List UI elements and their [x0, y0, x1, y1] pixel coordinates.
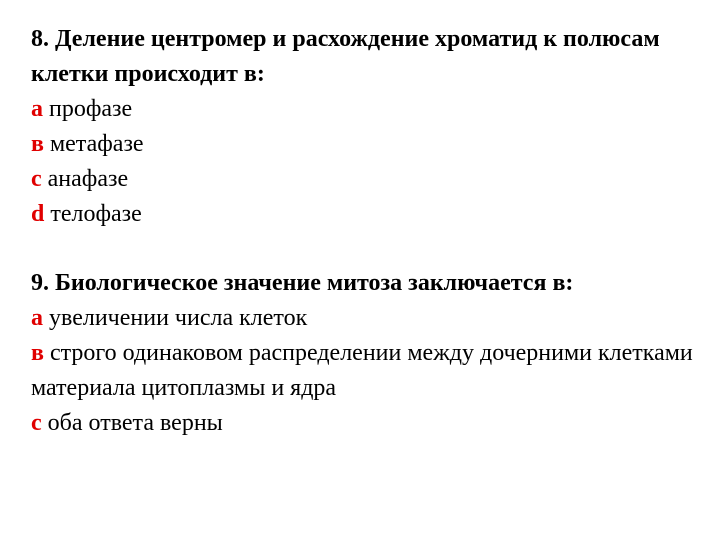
- option-text: строго одинаковом распределении между дочерними клетками материала цитоплазмы и ядра: [31, 340, 693, 401]
- option-text: телофазе: [44, 201, 142, 227]
- option-letter: а: [31, 96, 43, 122]
- question-spacer: [31, 232, 711, 266]
- answer-option-d: [31, 197, 711, 232]
- option-text: анафазе: [41, 166, 129, 192]
- option-letter: с: [31, 166, 42, 192]
- slide-content: [31, 22, 711, 441]
- question-9: [31, 266, 711, 441]
- option-letter: а: [31, 305, 43, 331]
- question-title: 9. Биологическое значение митоза заключается в:: [31, 270, 574, 296]
- option-letter: с: [31, 410, 42, 436]
- answer-option-c: [31, 162, 711, 197]
- answer-option-b: [31, 336, 711, 406]
- option-letter: в: [31, 340, 44, 366]
- option-text: метафазе: [43, 131, 144, 157]
- answer-option-b: [31, 127, 711, 162]
- option-text: профазе: [43, 96, 133, 122]
- answer-option-a: [31, 301, 711, 336]
- option-letter: d: [31, 201, 45, 227]
- option-letter: в: [31, 131, 44, 157]
- answer-option-c: [31, 406, 711, 441]
- answer-option-a: [31, 92, 711, 127]
- question-8: [31, 22, 711, 232]
- option-text: оба ответа верны: [41, 410, 223, 436]
- option-text: увеличении числа клеток: [43, 305, 308, 331]
- question-title: 8. Деление центромер и расхождение хроматид к полюсам клетки происходит в:: [31, 26, 660, 87]
